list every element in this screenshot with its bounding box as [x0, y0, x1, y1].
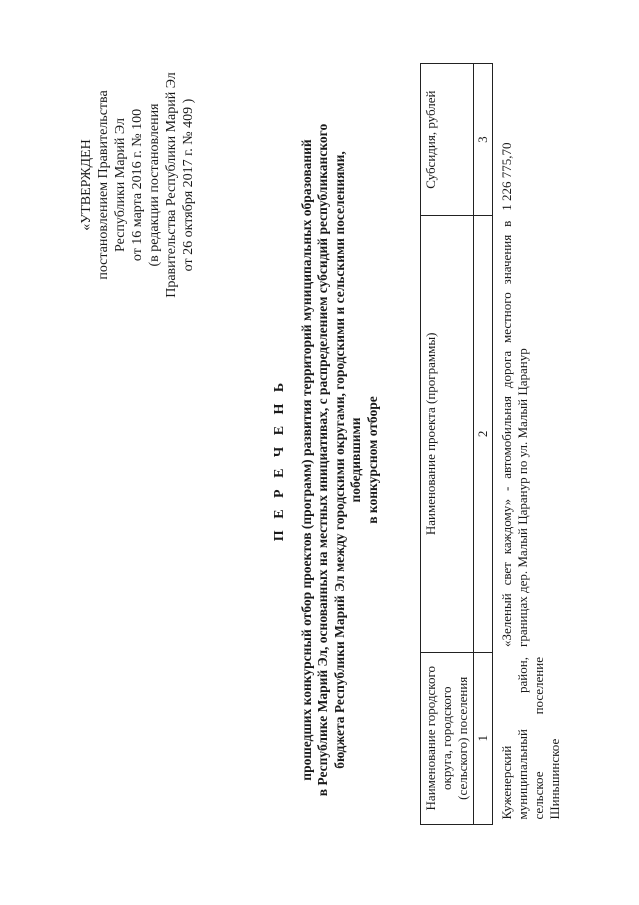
- column-number: 3: [474, 64, 493, 216]
- subsidy-table: [420, 63, 565, 825]
- table-header-row: [421, 64, 474, 825]
- cell-subsidy: 1 226 775,70: [499, 142, 514, 211]
- heading-line: в Республике Марий Эл, основанных на местных инициативах, с распределением субсидий республиканского: [315, 123, 330, 797]
- header-project: Наименование проекта (программы): [421, 216, 474, 652]
- heading-line: прошедших конкурсный отбор проектов (программ) развития территорий муниципальных образований: [298, 139, 314, 781]
- cell-municipality: Куженерский муниципальный район, сельское поселение Шиньшинское: [499, 657, 562, 820]
- table-row: [493, 64, 566, 825]
- table-number-row: [474, 64, 493, 825]
- approval-line: «УТВЕРЖДЕН: [79, 139, 94, 231]
- header-subsidy: Субсидия, рублей: [421, 64, 474, 216]
- heading-title: П Е Р Е Ч Е Н Ь: [272, 378, 287, 542]
- header-municipality: Наименование городского округа, городского (сельского) поселения: [421, 652, 474, 824]
- column-number: 1: [474, 652, 493, 824]
- column-number: 2: [474, 216, 493, 652]
- approval-stamp: [78, 35, 197, 335]
- approval-line: от 26 октября 2017 г. № 409 ): [181, 98, 196, 272]
- cell-project: «Зеленый свет каждому» - автомобильная дорога местного значения в границах дер. Малый Царанур по ул. Малый Царанур: [499, 220, 530, 648]
- approval-line: Республики Марий Эл: [113, 118, 128, 252]
- approval-line: (в редакции постановления: [147, 103, 162, 267]
- heading-line: в конкурсном отборе: [364, 396, 380, 524]
- approval-line: от 16 марта 2016 г. № 100: [130, 108, 145, 262]
- approval-line: постановлением Правительства: [96, 90, 111, 280]
- heading-line: бюджета Республики Марий Эл между городскими округами, городскими и сельскими поселениями, победившими: [331, 151, 363, 769]
- approval-line: Правительства Республики Марий Эл: [164, 72, 179, 298]
- document-heading: [272, 110, 381, 810]
